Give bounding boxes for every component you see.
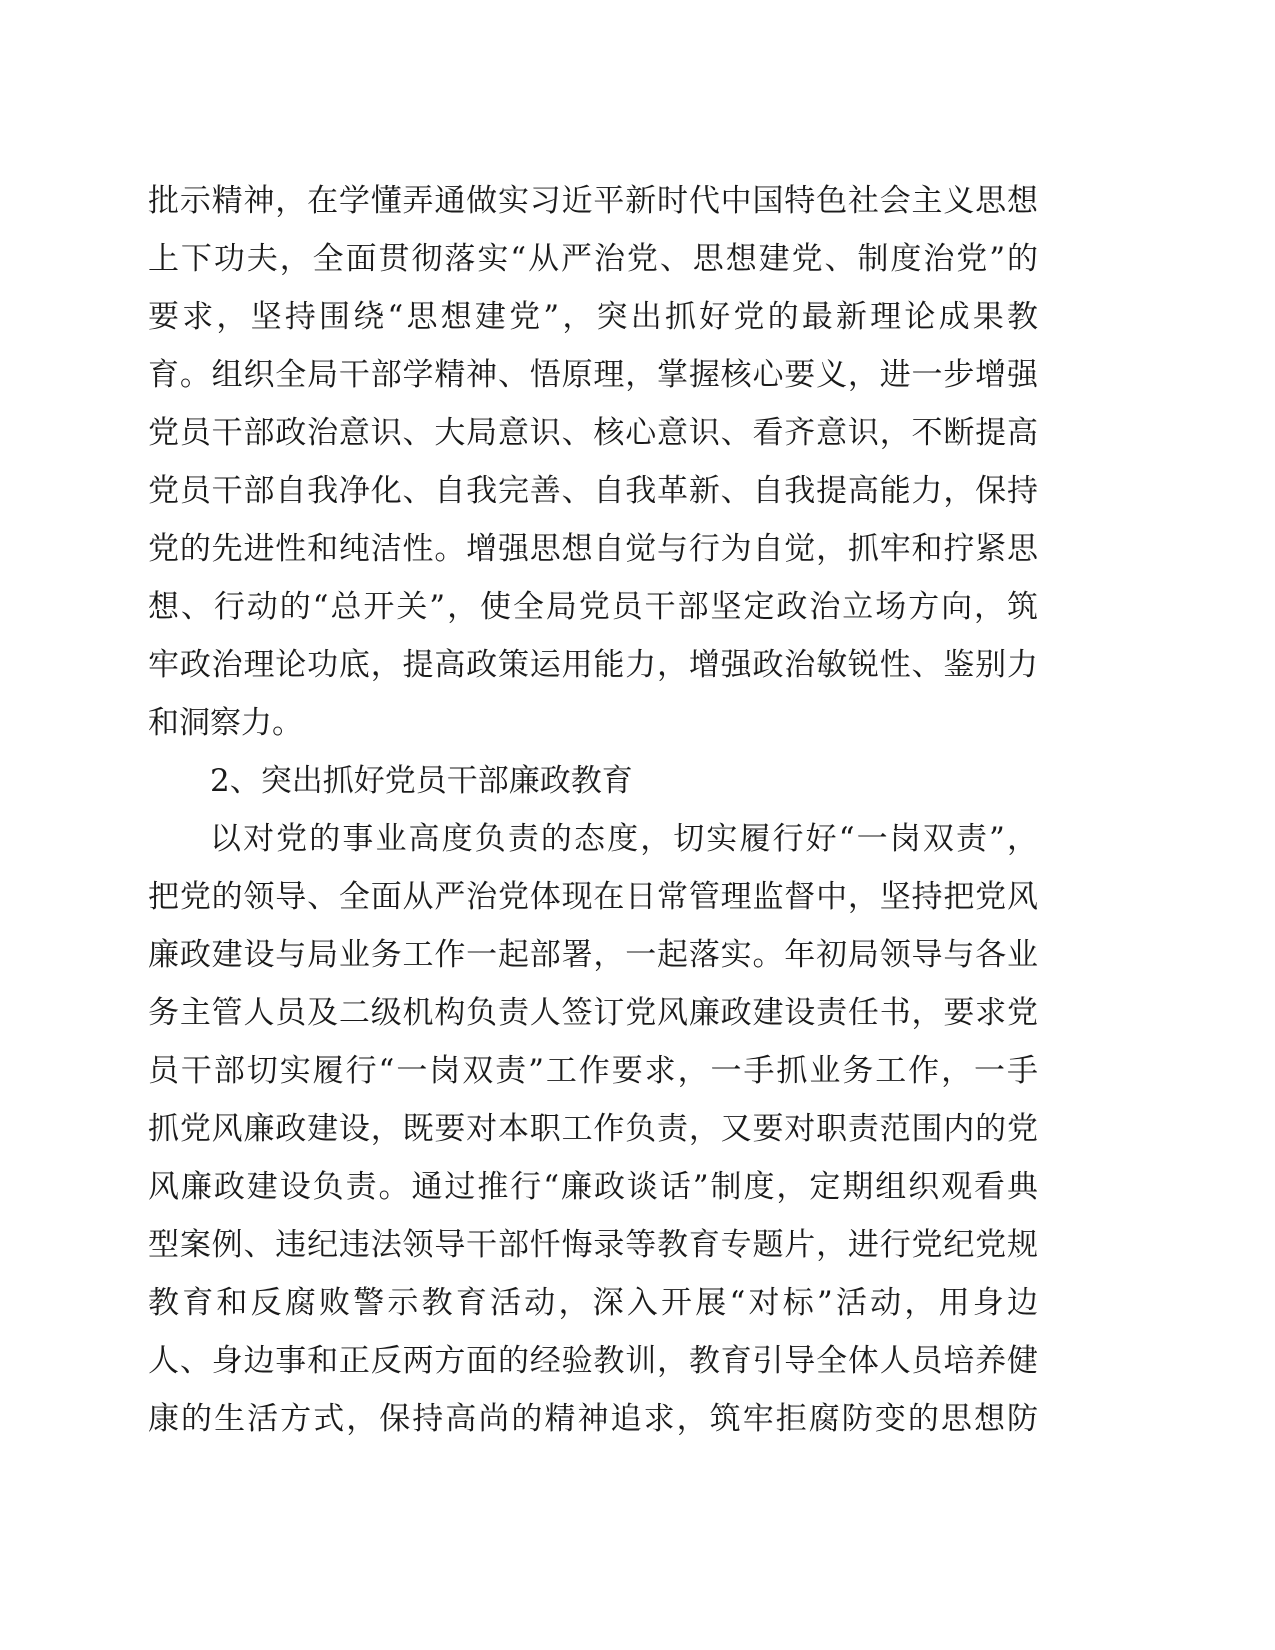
text-line: 抓党风廉政建设，既要对本职工作负责，又要对职责范围内的党	[148, 1111, 1038, 1147]
text-line: 型案例、违纪违法领导干部忏悔录等教育专题片，进行党纪党规	[148, 1227, 1038, 1263]
text-line: 党员干部自我净化、自我完善、自我革新、自我提高能力，保持	[148, 473, 1038, 509]
text-line: 廉政建设与局业务工作一起部署，一起落实。年初局领导与各业	[148, 937, 1038, 973]
text-line: 上下功夫，全面贯彻落实“从严治党、思想建党、制度治党”的	[148, 241, 1038, 277]
text-line: 牢政治理论功底，提高政策运用能力，增强政治敏锐性、鉴别力	[148, 647, 1038, 683]
text-line: 要求，坚持围绕“思想建党”，突出抓好党的最新理论成果教	[148, 299, 1038, 335]
text-line: 以对党的事业高度负责的态度，切实履行好“一岗双责”，	[210, 821, 1038, 857]
text-line: 和洞察力。	[148, 705, 303, 741]
body-text	[148, 172, 1038, 1448]
text-line: 想、行动的“总开关”，使全局党员干部坚定政治立场方向，筑	[148, 589, 1038, 625]
text-line: 党员干部政治意识、大局意识、核心意识、看齐意识，不断提高	[148, 415, 1038, 451]
text-line: 育。组织全局干部学精神、悟原理，掌握核心要义，进一步增强	[148, 357, 1038, 393]
text-line: 教育和反腐败警示教育活动，深入开展“对标”活动，用身边	[148, 1285, 1038, 1321]
text-line: 康的生活方式，保持高尚的精神追求，筑牢拒腐防变的思想防	[148, 1401, 1038, 1437]
text-line: 务主管人员及二级机构负责人签订党风廉政建设责任书，要求党	[148, 995, 1038, 1031]
text-line: 员干部切实履行“一岗双责”工作要求，一手抓业务工作，一手	[148, 1053, 1038, 1089]
text-line: 把党的领导、全面从严治党体现在日常管理监督中，坚持把党风	[148, 879, 1038, 915]
text-line: 批示精神，在学懂弄通做实习近平新时代中国特色社会主义思想	[148, 183, 1038, 219]
text-line: 人、身边事和正反两方面的经验教训，教育引导全体人员培养健	[148, 1343, 1038, 1379]
section-heading: 2、突出抓好党员干部廉政教育	[210, 763, 633, 799]
text-line: 风廉政建设负责。通过推行“廉政谈话”制度，定期组织观看典	[148, 1169, 1038, 1205]
text-line: 党的先进性和纯洁性。增强思想自觉与行为自觉，抓牢和拧紧思	[148, 531, 1038, 567]
